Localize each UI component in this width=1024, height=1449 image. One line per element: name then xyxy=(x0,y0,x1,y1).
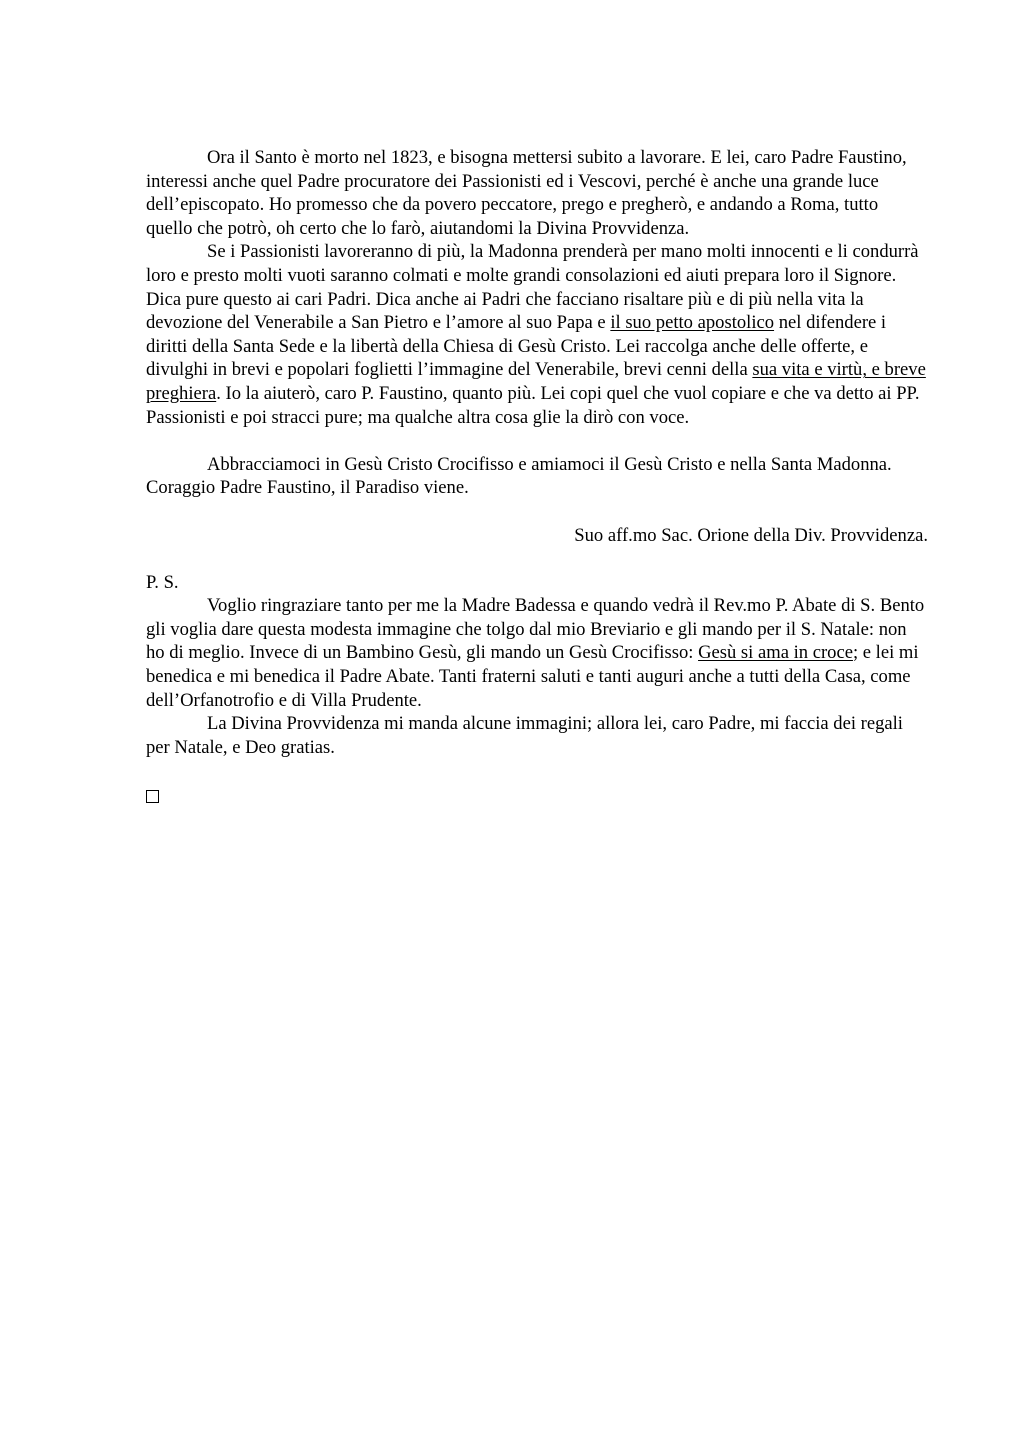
signature-line: Suo aff.mo Sac. Orione della Div. Provvidenza. xyxy=(574,524,928,546)
paragraph-ringraziare xyxy=(146,594,928,712)
paragraph-passionisti-text-c: . Io la aiuterò, caro P. Faustino, quanto più. Lei copi quel che vuol copiare e che va detto ai PP. Passionisti e poi stracci pure; ma qualche altra cosa glie la dirò con voce. xyxy=(146,382,920,428)
paragraph-abbracciamoci: Abbracciamoci in Gesù Cristo Crocifisso e amiamoci il Gesù Cristo e nella Santa Madonna. Coraggio Padre Faustino, il Paradiso viene. xyxy=(146,453,892,499)
underlined-petto-apostolico: il suo petto apostolico xyxy=(610,312,775,334)
empty-square-box xyxy=(146,790,159,803)
underlined-gesu-croce: Gesù si ama in croce xyxy=(698,642,853,664)
underlined-vita-virtu-preghiera: sua vita e virtù, e breve preghiera xyxy=(146,359,926,404)
blank-line xyxy=(146,500,928,524)
paragraph-passionisti xyxy=(146,240,928,429)
paragraph-divina-provvidenza: La Divina Provvidenza mi manda alcune immagini; allora lei, caro Padre, mi faccia dei regali per Natale, e Deo gratias. xyxy=(146,713,903,758)
blank-line xyxy=(146,429,928,453)
paragraph-passionisti-text-a: Se i Passionisti lavoreranno di più, la Madonna prenderà per mano molti innocenti e li condurrà loro e presto molti vuoti saranno colmati e molte grandi consolazioni ed aiuti prepara loro il Signore. Dica pure questo ai cari Padri. Dica anche ai Padri che facciano risaltare più e di più nella vita la devozione del Venerabile a San Pietro e l’amore al suo Papa e xyxy=(146,241,919,334)
blank-line xyxy=(146,759,928,783)
paragraph-santo-morto: Ora il Santo è morto nel 1823, e bisogna mettersi subito a lavorare. E lei, caro Padre Faustino, interessi anche quel Padre procuratore dei Passionisti ed i Vescovi, perché è anche una grande luce dell’episcopato. Ho promesso che da povero peccatore, prego e pregherò, e andando a Roma, tutto quello che potrò, oh certo che lo farò, aiutandomi la Divina Provvidenza. xyxy=(146,147,907,239)
paragraph-passionisti-text-b: nel difendere i diritti della Santa Sede e la libertà della Chiesa di Gesù Cristo. Lei raccolga anche delle offerte, e divulghi in brevi e popolari foglietti l’immagine del Venerabile, brevi cenni della xyxy=(146,312,887,381)
blank-line xyxy=(146,547,928,571)
paragraph-ringraziare-text-b: ; e lei mi benedica e mi benedica il Padre Abate. Tanti fraterni saluti e tanti auguri anche a tutti della Casa, come dell’Orfanotrofio e di Villa Prudente. xyxy=(146,642,919,711)
postscript-label: P. S. xyxy=(146,571,179,593)
letter-page xyxy=(146,146,928,803)
paragraph-ringraziare-text-a: Voglio ringraziare tanto per me la Madre Badessa e quando vedrà il Rev.mo P. Abate di S. Bento gli voglia dare questa modesta immagine che tolgo dal mio Breviario e gli mando per il S. Natale: non ho di meglio. Invece di un Bambino Gesù, gli mando un Gesù Crocifisso: xyxy=(146,595,925,664)
